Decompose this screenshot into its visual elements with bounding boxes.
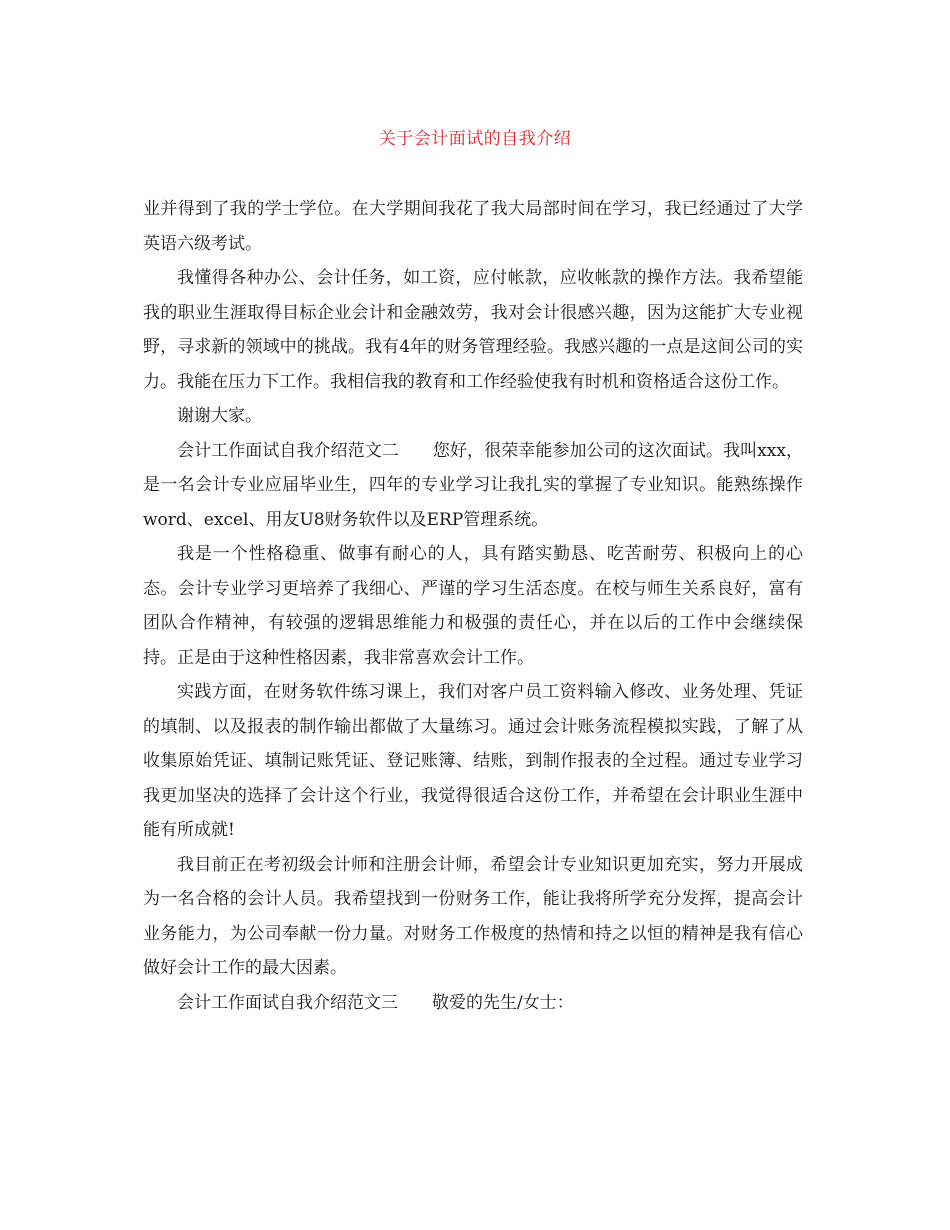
paragraph-thanks: 谢谢大家。 — [177, 406, 262, 426]
sample-two-text: 您好，很荣幸能参加公司的这次面试。我叫xxx，是一名会计专业应届毕业生，四年的专业学习让我扎实的掌握了专业知识。能熟练操作word、excel、用友U8财务软件以及ERP管理系统。 — [143, 440, 804, 530]
sample-two-heading: 会计工作面试自我介绍范文二 — [177, 440, 399, 461]
paragraph-practice: 实践方面，在财务软件练习课上，我们对客户员工资料输入修改、业务处理、凭证的填制、以及报表的制作输出都做了大量练习。通过会计账务流程模拟实践，了解了从收集原始凭证、填制记账凭证、登记账簿、结账，到制作报表的全过程。通过专业学习我更加坚决的选择了会计这个行业，我觉得很适合这份工作，并希望在会计职业生涯中能有所成就! — [143, 682, 803, 840]
paragraph-sample-three — [143, 986, 803, 1021]
paragraph-skills: 我懂得各种办公、会计任务，如工资，应付帐款，应收帐款的操作方法。我希望能我的职业生涯取得目标企业会计和金融效劳，我对会计很感兴趣，因为这能扩大专业视野，寻求新的领域中的挑战。我有4年的财务管理经验。我感兴趣的一点是这间公司的实力。我能在压力下工作。我相信我的教育和工作经验使我有时机和资格适合这份工作。 — [143, 268, 803, 392]
sample-three-text: 敬爱的先生/女士： — [432, 992, 574, 1013]
sample-three-heading: 会计工作面试自我介绍范文三 — [177, 992, 398, 1013]
document-body — [143, 192, 803, 1020]
document-title: 关于会计面试的自我介绍 — [378, 129, 572, 149]
paragraph-sample-two — [143, 434, 803, 538]
paragraph-personality: 我是一个性格稳重、做事有耐心的人，具有踏实勤恳、吃苦耐劳、积极向上的心态。会计专业学习更培养了我细心、严谨的学习生活态度。在校与师生关系良好，富有团队合作精神，有较强的逻辑思维能力和极强的责任心，并在以后的工作中会继续保持。正是由于这种性格因素，我非常喜欢会计工作。 — [143, 544, 803, 668]
paragraph-goals: 我目前正在考初级会计师和注册会计师，希望会计专业知识更加充实，努力开展成为一名合格的会计人员。我希望找到一份财务工作，能让我将所学充分发挥，提高会计业务能力，为公司奉献一份力量。对财务工作极度的热情和持之以恒的精神是我有信心做好会计工作的最大因素。 — [143, 854, 803, 978]
paragraph-continuation: 业并得到了我的学士学位。在大学期间我花了我大局部时间在学习，我已经通过了大学英语六级考试。 — [143, 199, 803, 254]
